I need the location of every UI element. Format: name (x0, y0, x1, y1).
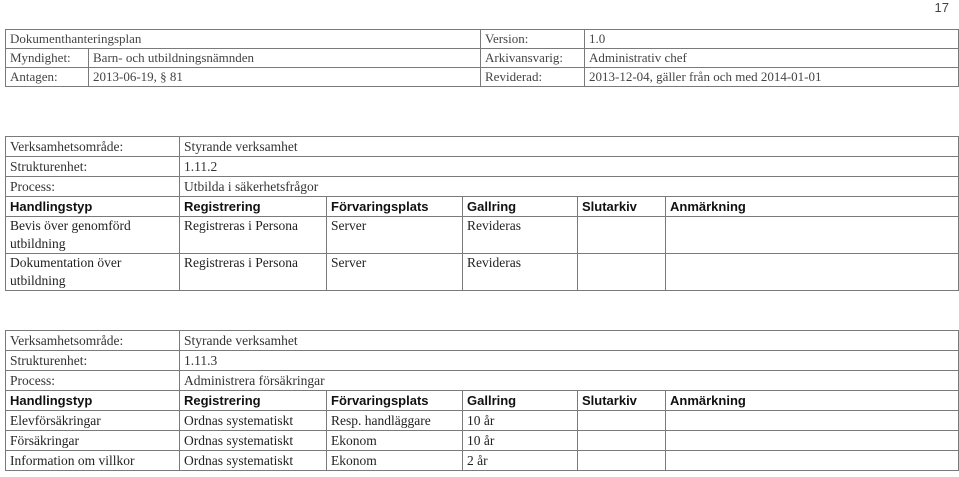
table-cell: Ordnas systematiskt (180, 451, 327, 471)
column-header-row (6, 197, 959, 217)
area-label: Verksamhetsområde: (6, 331, 180, 351)
column-header: Förvaringsplats (327, 391, 463, 411)
table-row (6, 451, 959, 471)
unit-value: 1.11.2 (180, 157, 959, 177)
process-label: Process: (6, 177, 180, 197)
table-row (6, 411, 959, 431)
column-header: Gallring (463, 197, 578, 217)
table-cell (666, 451, 959, 471)
table-cell: Revideras (463, 217, 578, 254)
column-header: Slutarkiv (578, 391, 666, 411)
table-cell: Server (327, 217, 463, 254)
table-cell: Bevis över genomförd utbildning (6, 217, 180, 254)
adopted-label: Antagen: (6, 68, 89, 87)
table-cell (578, 431, 666, 451)
authority-label: Myndighet: (6, 49, 89, 68)
section-2-table (5, 330, 959, 471)
column-header: Anmärkning (666, 197, 959, 217)
table-row (6, 254, 959, 291)
table-cell: 2 år (463, 451, 578, 471)
table-cell (578, 411, 666, 431)
table-cell: Ordnas systematiskt (180, 411, 327, 431)
revised-value: 2013-12-04, gäller från och med 2014-01-01 (585, 68, 959, 87)
column-header-row (6, 391, 959, 411)
process-label: Process: (6, 371, 180, 391)
adopted-value: 2013-06-19, § 81 (89, 68, 481, 87)
table-cell: Ordnas systematiskt (180, 431, 327, 451)
table-cell (666, 254, 959, 291)
table-cell: Ekonom (327, 431, 463, 451)
table-cell: Registreras i Persona (180, 217, 327, 254)
table-cell: Dokumentation över utbildning (6, 254, 180, 291)
column-header: Gallring (463, 391, 578, 411)
table-row (6, 431, 959, 451)
table-cell (578, 451, 666, 471)
page-number: 17 (934, 0, 949, 15)
column-header: Slutarkiv (578, 197, 666, 217)
version-label: Version: (481, 30, 585, 49)
table-cell: Elevförsäkringar (6, 411, 180, 431)
process-value: Administrera försäkringar (180, 371, 959, 391)
authority-value: Barn- och utbildningsnämnden (89, 49, 481, 68)
section-1-table (5, 136, 959, 291)
document-title: Dokumenthanteringsplan (6, 30, 481, 49)
revised-label: Reviderad: (481, 68, 585, 87)
unit-label: Strukturenhet: (6, 157, 180, 177)
column-header: Handlingstyp (6, 197, 180, 217)
column-header: Handlingstyp (6, 391, 180, 411)
document-header (5, 29, 959, 87)
table-cell: 10 år (463, 411, 578, 431)
process-value: Utbilda i säkerhetsfrågor (180, 177, 959, 197)
table-cell: Ekonom (327, 451, 463, 471)
unit-label: Strukturenhet: (6, 351, 180, 371)
area-label: Verksamhetsområde: (6, 137, 180, 157)
table-cell (666, 411, 959, 431)
area-value: Styrande verksamhet (180, 137, 959, 157)
unit-value: 1.11.3 (180, 351, 959, 371)
table-cell (666, 217, 959, 254)
table-cell: 10 år (463, 431, 578, 451)
table-cell (578, 254, 666, 291)
table-cell (666, 431, 959, 451)
archive-label: Arkivansvarig: (481, 49, 585, 68)
table-cell (578, 217, 666, 254)
area-value: Styrande verksamhet (180, 331, 959, 351)
table-cell: Resp. handläggare (327, 411, 463, 431)
table-cell: Information om villkor (6, 451, 180, 471)
table-cell: Revideras (463, 254, 578, 291)
column-header: Förvaringsplats (327, 197, 463, 217)
table-cell: Server (327, 254, 463, 291)
column-header: Anmärkning (666, 391, 959, 411)
table-cell: Försäkringar (6, 431, 180, 451)
column-header: Registrering (180, 197, 327, 217)
column-header: Registrering (180, 391, 327, 411)
version-value: 1.0 (585, 30, 959, 49)
table-cell: Registreras i Persona (180, 254, 327, 291)
table-row (6, 217, 959, 254)
archive-value: Administrativ chef (585, 49, 959, 68)
